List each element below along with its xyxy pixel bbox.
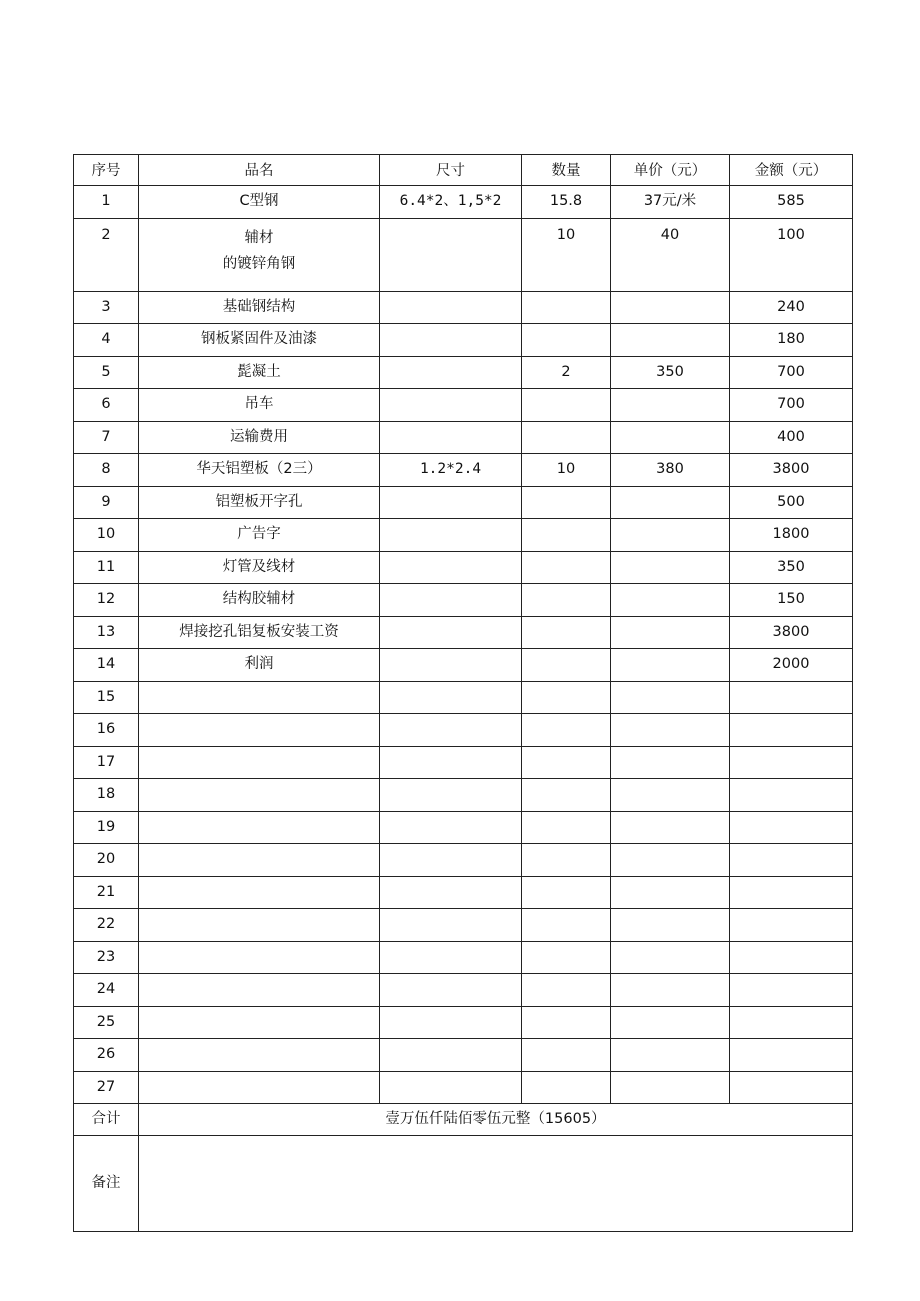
cell-qty (522, 519, 611, 552)
cell-name (139, 1071, 380, 1104)
cell-price: 40 (611, 218, 730, 291)
cell-amount (730, 844, 853, 877)
cell-name (139, 1006, 380, 1039)
table-row (74, 519, 853, 552)
total-row (74, 1104, 853, 1136)
cell-no: 20 (74, 844, 139, 877)
table-row (74, 291, 853, 324)
table-row (74, 714, 853, 747)
cell-amount (730, 974, 853, 1007)
cell-price: 37元/米 (611, 186, 730, 219)
cell-price (611, 844, 730, 877)
cell-no: 1 (74, 186, 139, 219)
cell-name (139, 291, 380, 324)
header-row (74, 155, 853, 186)
cell-amount: 350 (730, 551, 853, 584)
cell-amount: 700 (730, 389, 853, 422)
cell-size (380, 649, 522, 682)
cell-no: 12 (74, 584, 139, 617)
cell-amount (730, 1071, 853, 1104)
cell-name (139, 974, 380, 1007)
cell-size (380, 779, 522, 812)
cell-price (611, 779, 730, 812)
cell-amount (730, 746, 853, 779)
cell-amount: 3800 (730, 616, 853, 649)
cell-no: 19 (74, 811, 139, 844)
cell-qty (522, 941, 611, 974)
cell-size (380, 551, 522, 584)
cell-size (380, 1006, 522, 1039)
cell-no: 23 (74, 941, 139, 974)
cell-no: 13 (74, 616, 139, 649)
cell-no: 17 (74, 746, 139, 779)
header-name: 品名 (139, 155, 380, 186)
cell-name-line: 广告字 (237, 526, 281, 543)
cell-price (611, 876, 730, 909)
table-row (74, 649, 853, 682)
cell-amount: 585 (730, 186, 853, 219)
cell-size: 1.2*2.4 (380, 454, 522, 487)
cell-qty (522, 811, 611, 844)
table-row (74, 421, 853, 454)
cell-price (611, 389, 730, 422)
cell-price (611, 584, 730, 617)
cell-amount (730, 876, 853, 909)
table-row (74, 909, 853, 942)
cell-price (611, 1039, 730, 1072)
table-row (74, 811, 853, 844)
cell-qty (522, 909, 611, 942)
cell-size (380, 324, 522, 357)
cell-no: 3 (74, 291, 139, 324)
cell-price (611, 291, 730, 324)
table-row (74, 1039, 853, 1072)
cell-amount: 700 (730, 356, 853, 389)
cell-no: 10 (74, 519, 139, 552)
cell-name (139, 324, 380, 357)
cell-size (380, 519, 522, 552)
cell-size (380, 681, 522, 714)
cell-name-line: 基础钢结构 (222, 298, 296, 315)
cell-qty (522, 1071, 611, 1104)
cell-price (611, 714, 730, 747)
cell-size (380, 291, 522, 324)
cell-qty (522, 844, 611, 877)
cell-no: 7 (74, 421, 139, 454)
cell-amount (730, 909, 853, 942)
cell-no: 18 (74, 779, 139, 812)
table-row (74, 551, 853, 584)
cell-qty (522, 486, 611, 519)
table-row (74, 681, 853, 714)
cell-size (380, 218, 522, 291)
table-row (74, 486, 853, 519)
cell-qty (522, 584, 611, 617)
cell-no: 11 (74, 551, 139, 584)
table-row (74, 616, 853, 649)
cell-price (611, 681, 730, 714)
cell-price (611, 649, 730, 682)
cell-no: 26 (74, 1039, 139, 1072)
cell-no: 9 (74, 486, 139, 519)
cell-qty (522, 681, 611, 714)
cell-name (139, 876, 380, 909)
cell-size (380, 389, 522, 422)
remark-value (139, 1136, 853, 1232)
cell-amount (730, 681, 853, 714)
cell-size (380, 421, 522, 454)
cell-size: 6.4*2、1,5*2 (380, 186, 522, 219)
cell-price (611, 811, 730, 844)
table-row (74, 324, 853, 357)
cell-name-line: 髭凝土 (237, 363, 281, 380)
cell-name (139, 746, 380, 779)
header-qty: 数量 (522, 155, 611, 186)
cell-amount: 1800 (730, 519, 853, 552)
cell-qty (522, 1039, 611, 1072)
cell-name-line: 铝塑板开字孔 (215, 493, 303, 510)
cell-name (139, 486, 380, 519)
table-row (74, 1006, 853, 1039)
cell-no: 27 (74, 1071, 139, 1104)
cell-size (380, 909, 522, 942)
table-row (74, 974, 853, 1007)
cell-amount: 240 (730, 291, 853, 324)
cell-name-line: 焊接挖孔铝复板安装工资 (179, 623, 339, 640)
cell-no: 22 (74, 909, 139, 942)
cell-name (139, 811, 380, 844)
cell-name (139, 714, 380, 747)
table-row (74, 746, 853, 779)
cell-qty (522, 1006, 611, 1039)
cell-size (380, 1039, 522, 1072)
cell-no: 8 (74, 454, 139, 487)
cell-name-line: 吊车 (244, 396, 274, 413)
cell-qty (522, 421, 611, 454)
quotation-table (73, 154, 853, 1232)
cell-name (139, 218, 380, 291)
cell-amount (730, 1006, 853, 1039)
cell-name (139, 421, 380, 454)
cell-size (380, 844, 522, 877)
cell-price (611, 486, 730, 519)
cell-price (611, 746, 730, 779)
cell-size (380, 616, 522, 649)
cell-qty: 15.8 (522, 186, 611, 219)
cell-name-line: 华天铝塑板（2三） (196, 461, 322, 478)
cell-qty (522, 389, 611, 422)
cell-name (139, 616, 380, 649)
cell-price (611, 616, 730, 649)
header-no: 序号 (74, 155, 139, 186)
cell-no: 14 (74, 649, 139, 682)
cell-price (611, 519, 730, 552)
cell-name-line: 灯管及线材 (222, 558, 296, 575)
cell-size (380, 974, 522, 1007)
cell-qty (522, 779, 611, 812)
cell-price (611, 974, 730, 1007)
cell-name-line: 利润 (244, 656, 274, 673)
table-row (74, 389, 853, 422)
cell-name (139, 1039, 380, 1072)
cell-name (139, 356, 380, 389)
table-row (74, 218, 853, 291)
header-size: 尺寸 (380, 155, 522, 186)
cell-name-line: 运输费用 (230, 428, 288, 445)
cell-qty (522, 324, 611, 357)
table-row (74, 1071, 853, 1104)
cell-name (139, 454, 380, 487)
cell-name-line: C型钢 (239, 193, 279, 210)
cell-amount: 150 (730, 584, 853, 617)
cell-name (139, 584, 380, 617)
cell-size (380, 486, 522, 519)
cell-qty (522, 551, 611, 584)
cell-price (611, 324, 730, 357)
remark-row (74, 1136, 853, 1232)
cell-size (380, 746, 522, 779)
cell-amount (730, 714, 853, 747)
cell-name (139, 909, 380, 942)
cell-name (139, 649, 380, 682)
cell-no: 5 (74, 356, 139, 389)
cell-amount: 2000 (730, 649, 853, 682)
table-row (74, 844, 853, 877)
cell-name-line: 钢板紧固件及油漆 (201, 331, 317, 348)
cell-amount: 3800 (730, 454, 853, 487)
cell-amount: 400 (730, 421, 853, 454)
cell-name (139, 844, 380, 877)
cell-no: 24 (74, 974, 139, 1007)
cell-name (139, 519, 380, 552)
cell-name (139, 389, 380, 422)
cell-price: 350 (611, 356, 730, 389)
cell-name-line: 辅材 (244, 229, 274, 246)
cell-amount (730, 941, 853, 974)
cell-price (611, 1071, 730, 1104)
cell-qty (522, 876, 611, 909)
cell-qty: 10 (522, 218, 611, 291)
total-value: 壹万伍仟陆佰零伍元整（15605） (139, 1104, 853, 1136)
cell-name (139, 551, 380, 584)
cell-no: 4 (74, 324, 139, 357)
table-row (74, 584, 853, 617)
cell-qty (522, 746, 611, 779)
table-row (74, 941, 853, 974)
cell-amount (730, 1039, 853, 1072)
cell-name (139, 186, 380, 219)
table-row (74, 779, 853, 812)
cell-size (380, 876, 522, 909)
cell-price (611, 421, 730, 454)
cell-no: 16 (74, 714, 139, 747)
cell-size (380, 714, 522, 747)
cell-size (380, 941, 522, 974)
cell-size (380, 584, 522, 617)
remark-label: 备注 (74, 1136, 139, 1232)
cell-qty (522, 974, 611, 1007)
cell-qty: 2 (522, 356, 611, 389)
cell-size (380, 811, 522, 844)
table-body (74, 155, 853, 1232)
cell-name-line: 的镀锌角钢 (222, 255, 296, 272)
cell-name (139, 941, 380, 974)
total-label: 合计 (74, 1104, 139, 1136)
cell-no: 15 (74, 681, 139, 714)
cell-price (611, 941, 730, 974)
cell-qty (522, 714, 611, 747)
header-price: 单价（元） (611, 155, 730, 186)
cell-amount (730, 811, 853, 844)
cell-no: 21 (74, 876, 139, 909)
cell-name-line: 结构胶辅材 (222, 591, 296, 608)
cell-size (380, 356, 522, 389)
table-row (74, 186, 853, 219)
table-row (74, 876, 853, 909)
cell-amount: 100 (730, 218, 853, 291)
header-amount: 金额（元） (730, 155, 853, 186)
cell-amount: 180 (730, 324, 853, 357)
cell-qty: 10 (522, 454, 611, 487)
cell-amount (730, 779, 853, 812)
cell-name (139, 779, 380, 812)
cell-amount: 500 (730, 486, 853, 519)
cell-no: 6 (74, 389, 139, 422)
table-row (74, 454, 853, 487)
cell-price (611, 909, 730, 942)
cell-qty (522, 616, 611, 649)
cell-qty (522, 291, 611, 324)
cell-no: 25 (74, 1006, 139, 1039)
cell-qty (522, 649, 611, 682)
cell-size (380, 1071, 522, 1104)
cell-name (139, 681, 380, 714)
cell-price (611, 1006, 730, 1039)
table-row (74, 356, 853, 389)
cell-price: 380 (611, 454, 730, 487)
cell-no: 2 (74, 218, 139, 291)
cell-price (611, 551, 730, 584)
